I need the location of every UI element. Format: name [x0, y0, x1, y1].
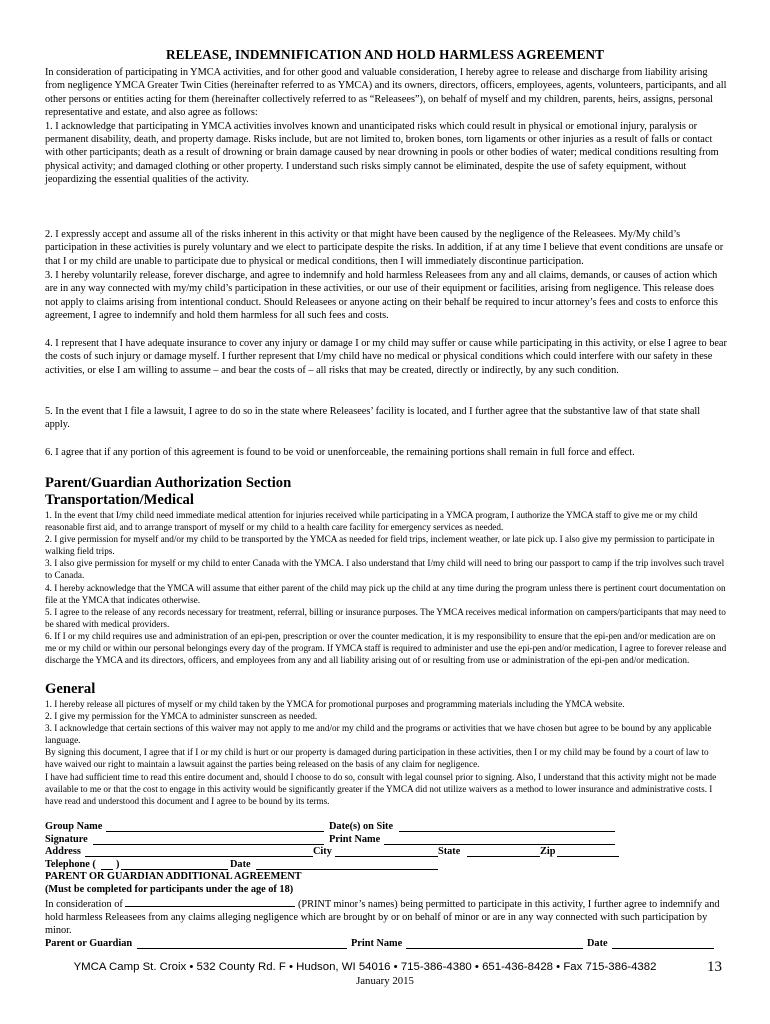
- transport-item: 6. If I or my child requires use and administration of an epi-pen, prescription or over the counter medication, it is my responsibility to ensure that the epi-pen and/or medication are on me or my child or within our personal belongings every day of the program. If YMCA staff is required to administer and use the epi-pen and/or medication, I agree to forever release and discharge the YMCA and its directors, officers, and employees from any and all liability arising out of or resulting from use or administration of the epi-pen and/or medication.: [45, 630, 727, 666]
- address-field[interactable]: [85, 846, 313, 857]
- transport-item: 1. In the event that I/my child need immediate medical attention for injuries received while participating in a YMCA program, I authorize the YMCA staff to give me or my child reasonable first aid, and to arrange transport of myself or my child to a health care facility for emergency services as needed.: [45, 510, 698, 533]
- telephone-close-paren: ): [116, 858, 120, 870]
- general-item: 1. I hereby release all pictures of myself or my child taken by the YMCA for promotional purposes and programming materials including the YMCA website.: [45, 699, 625, 709]
- parent-signature-row: [45, 938, 735, 951]
- parent-guardian-label: Parent or Guardian: [45, 938, 133, 949]
- state-label: State: [438, 846, 461, 857]
- print-name-label: Print Name: [329, 833, 381, 845]
- parent-guardian-signature-field[interactable]: [137, 938, 347, 949]
- signature-label: Signature: [45, 833, 88, 845]
- city-label: City: [313, 846, 332, 857]
- clause-1: 1. I acknowledge that participating in YMCA activities involves known and unanticipated risks which could result in physical or emotional injury, paralysis or permanent disability, death, and property damage. Risks include, but are not limited to, broken bones, torn ligaments or other injuries as a result of falls or contact with other participants; death as a result of drowning or brain damage caused by near drowning in pools or other bodies of water; medical conditions resulting from physical activity; and damaged clothing or other property. I understand such risks simply cannot be eliminated, despite the use of safety equipment, without jeopardizing the essential qualities of the activity.: [45, 120, 719, 186]
- additional-heading: PARENT OR GUARDIAN ADDITIONAL AGREEMENT: [45, 871, 302, 882]
- minor-consent-text: [45, 896, 735, 937]
- address-label: Address: [45, 846, 81, 857]
- minor-names-field[interactable]: [125, 896, 295, 907]
- intro-text: In consideration of participating in YMCA activities, and for other good and valuable consideration, I hereby agree to release and discharge from liability arising from negligence YMCA Greater Twin Cities (hereinafter referred to as YMCA) and its owners, directors, officers, employees, agents, volunteers, participants, and all other persons or entities acting for them (hereinafter collectively referred to as “Releasees”), on behalf of myself and my children, parents, heirs, assigns, personal representative and estate, and also agree as follows:: [45, 67, 727, 119]
- form-row-address: [45, 846, 735, 859]
- consideration-label: In consideration of: [45, 899, 123, 910]
- zip-label: Zip: [540, 846, 556, 857]
- dates-on-site-field[interactable]: [399, 821, 615, 832]
- parent-section-title: Parent/Guardian Authorization Section: [45, 475, 292, 491]
- minor-consent-body: (PRINT minor’s names) being permitted to participate in this activity, I further agree to indemnify and hold harmless Releasees from any claims alleging negligence which are brought by or on behalf of minor or are in any way connected with such participation by minor.: [45, 899, 720, 936]
- form-row-signature: [45, 834, 735, 847]
- group-name-field[interactable]: [106, 821, 324, 832]
- telephone-label: Telephone (: [45, 858, 96, 870]
- clause-5-text: 5. In the event that I file a lawsuit, I agree to do so in the state where Releasees’ facility is located, and I further agree that the substantive law of that state shall apply.: [45, 406, 701, 431]
- signup-form: [45, 821, 735, 871]
- state-field[interactable]: [467, 846, 540, 857]
- general-item: 2. I give my permission for the YMCA to administer sunscreen as needed.: [45, 711, 318, 722]
- clause-6-text: 6. I agree that if any portion of this agreement is found to be void or unenforceable, the remaining portions shall remain in full force and effect.: [45, 447, 635, 458]
- zip-field[interactable]: [557, 846, 619, 857]
- clause-4-text: 4. I represent that I have adequate insurance to cover any injury or damage I or my child may suffer or cause while participating in this activity, or else I agree to bear the costs of such injury or damage myself. I further represent that I/my child have no medical or physical conditions which could interfere with our safety in these activities, or else I am willing to assume – and bear the costs of – all risks that may be created, directly or indirectly, by any such condition.: [45, 338, 727, 376]
- clause-4: [45, 337, 727, 377]
- footer-date: January 2015: [356, 975, 414, 987]
- clause-3-text: 3. I hereby voluntarily release, forever discharge, and agree to indemnify and hold harmless Releasees from any and all claims, demands, or causes of action which are in any way connected with my/my child’s participation in these activities, or our use of their equipment or facilities, arising from negligence. This release does not apply to claims arising from intentional conduct. Should Releasees or anyone acting on their behalf be required to incur attorney’s fees and costs to enforce this agreement, I agree to indemnify and hold them harmless for all such fees and costs.: [45, 270, 718, 322]
- clause-5: [45, 405, 727, 432]
- additional-subheading: (Must be completed for participants under the age of 18): [45, 883, 294, 895]
- footer-address: YMCA Camp St. Croix • 532 County Rd. F • Hudson, WI 54016 • 715-386-4380 • 651-436-8428 • Fax 715-386-4382: [73, 961, 657, 973]
- page-title: RELEASE, INDEMNIFICATION AND HOLD HARMLESS AGREEMENT: [165, 47, 604, 62]
- clause-6: [45, 446, 727, 459]
- general-list: [45, 698, 727, 807]
- clause-2: [45, 228, 727, 268]
- dates-on-site-label: Date(s) on Site: [329, 821, 394, 832]
- parent-date-field[interactable]: [612, 938, 714, 949]
- transport-item: 4. I hereby acknowledge that the YMCA will assume that either parent of the child may pick up the child at any time during the program unless there is pertinent court documentation on file at the YMCA that indicates otherwise.: [45, 582, 726, 605]
- print-name-field[interactable]: [384, 834, 615, 845]
- transport-item: 2. I give permission for myself and/or my child to be transported by the YMCA as needed for field trips, inclement weather, or late pick up. I also give my permission to participate in walking field trips.: [45, 534, 715, 557]
- parent-print-name-label: Print Name: [351, 938, 403, 949]
- form-row-group: [45, 821, 735, 834]
- transport-item: 3. I also give permission for myself or my child to enter Canada with the YMCA. I also understand that I/my child will need to bring our passport to camp if the trip involves such travel to Canada.: [45, 558, 725, 581]
- parent-print-name-field[interactable]: [406, 938, 583, 949]
- parent-date-label: Date: [587, 938, 608, 949]
- general-item: By signing this document, I agree that if I or my child is hurt or our property is damaged during participation in these activities, then I or my child may be found by a court of law to have waived our right to maintain a lawsuit against the parties being released on the basis of any claim for negligence.: [45, 747, 709, 770]
- general-item: 3. I acknowledge that certain sections of this waiver may not apply to me and/or my child and the programs or activities that we have chosen but agree to be bound by any applicable language.: [45, 723, 712, 746]
- date-label: Date: [230, 858, 251, 870]
- clause-3: [45, 269, 727, 323]
- transport-list: [45, 509, 727, 666]
- form-row-telephone: [45, 859, 735, 872]
- group-name-label: Group Name: [45, 821, 103, 832]
- transport-item: 5. I agree to the release of any records necessary for treatment, referral, billing or insurance purposes. The YMCA receives medical information on campers/participants that may need to be shared with medical providers.: [45, 606, 726, 629]
- general-section-title: General: [45, 681, 96, 697]
- general-item: I have had sufficient time to read this entire document and, should I choose to do so, consult with legal counsel prior to signing. Also, I understand that this activity might not be made available to me or that the cost to engage in this activity would be significantly greater if the YMCA did not utilize waivers as a method to lower insurance and administrative costs. I have read and understood this document and I agree to be bound by its terms.: [45, 771, 717, 806]
- additional-agreement: [45, 871, 735, 937]
- signature-field[interactable]: [93, 834, 324, 845]
- area-code-field[interactable]: [101, 859, 113, 870]
- intro-paragraph: [45, 66, 727, 187]
- telephone-field[interactable]: [121, 859, 228, 870]
- date-field[interactable]: [256, 859, 438, 870]
- transport-section-title: Transportation/Medical: [45, 492, 194, 508]
- city-field[interactable]: [335, 846, 438, 857]
- page-number: 13: [707, 959, 722, 975]
- clause-2-text: 2. I expressly accept and assume all of the risks inherent in this activity or that might have been caused by the negligence of the Releasees. My/My child’s participation in these activities is purely voluntary and we elect to participate despite the risks. In addition, if at any time I believe that event conditions are unsafe or that I or my child are unable to participate due to physical or medical conditions, then I will immediately discontinue participation.: [45, 229, 724, 267]
